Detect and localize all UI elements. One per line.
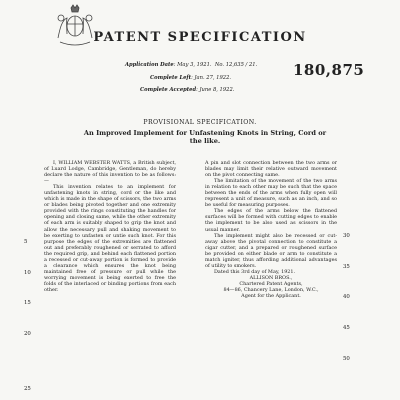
patent-number: 180,875 [293, 61, 365, 79]
line-number-right: 45 [343, 325, 350, 331]
complete-left-line [150, 75, 231, 81]
application-year: 21. [248, 62, 258, 68]
invention-title-line-1: An Improved Implement for Unfastening Knots in String, Cord or [83, 129, 327, 137]
complete-accepted-line [140, 87, 234, 93]
line-number-left: 5 [24, 239, 28, 245]
line-number-right: 30 [343, 233, 350, 239]
line-number-left: 20 [24, 331, 31, 337]
line-number-left: 10 [24, 270, 31, 276]
invention-title [60, 129, 350, 145]
agent-address: 84—86, Chancery Lane, London, W.C., [223, 286, 319, 293]
right-paragraph-3: The edges of the arms below the flattened surfaces will be formed with cutting edges to enable the implement to be also used as scissors in the usual manner. [205, 208, 337, 233]
agent-title: Chartered Patent Agents, [239, 280, 303, 287]
line-number-left: 25 [24, 386, 31, 392]
application-date-value: : May 3, 1921. [173, 62, 212, 68]
right-paragraph-1: A pin and slot connection between the two arms or blades may limit their relative outward movement on the pivot connecting same. [205, 160, 337, 179]
line-number-right: 50 [343, 356, 350, 362]
agent-for: Agent for the Applicant. [241, 293, 301, 300]
right-column [205, 160, 337, 299]
complete-accepted-value: : June 8, 1922. [196, 87, 235, 93]
right-paragraph-4: The implement might also be recessed or cut-away above the pivotal connection to constitute a cigar cutter, and a prepared or roughened surface be provided on either blade or arm to constitute a match igniter, thus affording additional advantages of utility to smokers. [205, 232, 337, 269]
application-number: No. 12,635 [214, 62, 244, 68]
complete-accepted-label: Complete Accepted [140, 87, 197, 93]
left-paragraph-1: I, WILLIAM WEBSTER WATTS, a British subject, of Luard Lodge, Cambridge, Gentleman, do hereby declare the nature of this invention to be as follows:— [44, 160, 176, 185]
line-number-right: 40 [343, 294, 350, 300]
complete-left-value: : Jan. 27, 1922. [191, 75, 232, 81]
line-number-left: 15 [24, 300, 31, 306]
line-number-right: 35 [343, 264, 350, 270]
complete-left-label: Complete Left [150, 75, 192, 81]
application-date-line: Application Date: May 3, 1921. No. 12,635 / 21. [125, 62, 258, 68]
agent-name: ALLISON BROS., [249, 274, 293, 281]
dated-line: Dated this 3rd day of May, 1921. [214, 268, 296, 275]
right-paragraph-2: The limitation of the movement of the two arms in relation to each other may be such that the space between the ends of the arms when fully open will represent a unit of measure, such as an inch, and so be useful for measuring purposes. [205, 178, 337, 209]
invention-title-line-2: the like. [189, 137, 221, 145]
left-paragraph-2: This invention relates to an implement for unfastening knots in string, cord or the like and which is made in the shape of scissors, the two arms or blades being pivoted together and one extremity provided with the rings constituting the handles for opening and closing same, while the other extremity of each arm is suitably shaped to grip the knot and allow the necessary pull and shaking movement to be exerting to unfasten or untie such knot. For this purpose the edges of the extremities are flattened out and preferably roughened or serrated to afford the required grip, and behind each flattened portion a recessed or cut-away portion is formed to provide a clearance which ensures the knot being maintained free of pressure or pull while the worrying movement is being exerted to free the folds of the interlaced or binding portions from each other. [44, 184, 176, 293]
provisional-heading: PROVISIONAL SPECIFICATION. [143, 119, 257, 126]
left-column [44, 160, 176, 293]
page-title: PATENT SPECIFICATION [93, 30, 307, 45]
application-date-label: Application Date [125, 62, 174, 68]
